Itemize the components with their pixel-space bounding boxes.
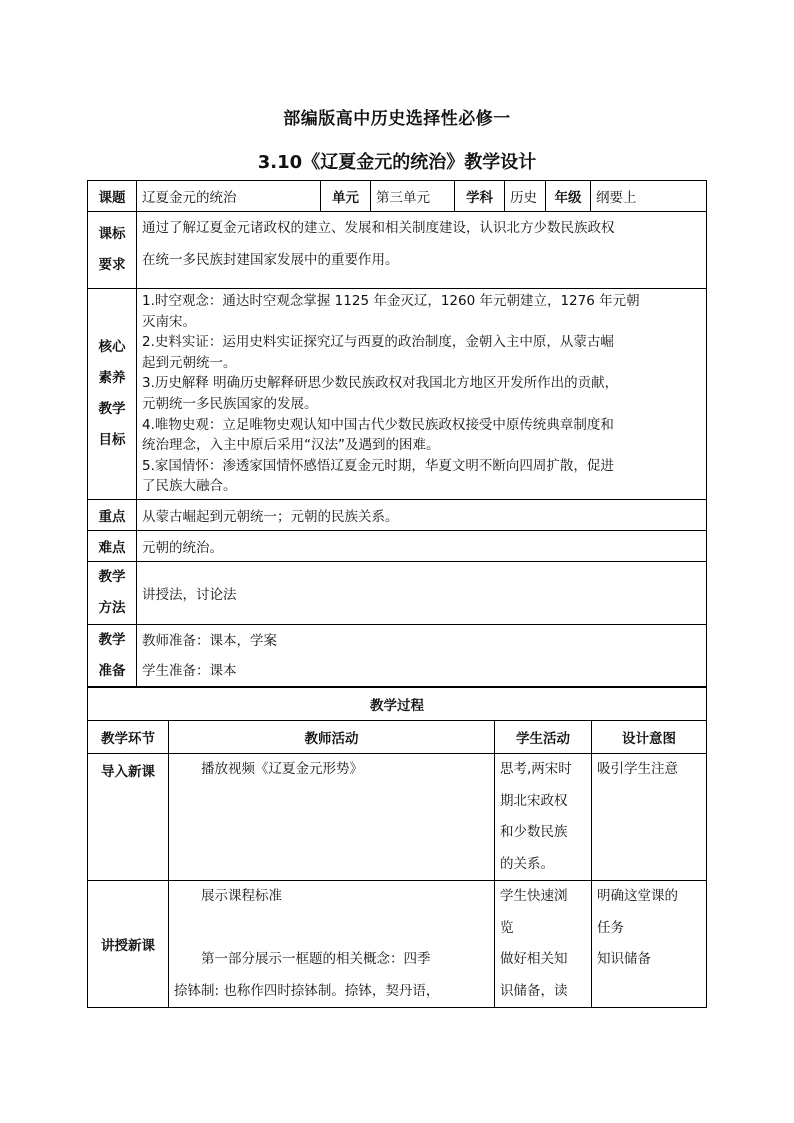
prep-teacher: 教师准备：课本，学案 [142,633,277,649]
difficult-point-value: 元朝的统治。 [137,531,707,562]
prep-row [88,625,707,688]
core-goal-line: 元朝统一多民族国家的发展。 [142,395,318,412]
standard-line: 通过了解辽夏金元诸政权的建立、发展和相关制度建设，认识北方少数民族政权 [142,220,615,236]
core-goal-line: 了民族大融合。 [142,478,237,495]
core-goal-line: 起到元朝统一。 [142,354,237,371]
process-row-lecture [88,881,707,1008]
method-label [88,562,137,625]
standard-line: 在统一多民族封建国家发展中的重要作用。 [142,252,399,268]
topic-row [88,181,707,212]
process-title: 教学过程 [88,687,707,721]
header-stage: 教学环节 [88,721,169,754]
prep-label [88,625,137,688]
grade-label: 年级 [546,181,591,212]
process-header-row [88,721,707,754]
difficult-point-row [88,531,707,562]
stage-lecture: 讲授新课 [88,881,169,1008]
process-row-intro [88,754,707,881]
standard-row [88,212,707,289]
document-title: 3.10《辽夏金元的统治》教学设计 [257,152,537,173]
core-goals-label [88,289,137,500]
teacher-line-blank [174,913,494,945]
subject-value: 历史 [505,181,546,212]
process-title-row [88,687,707,721]
student-line: 做好相关知 [500,951,568,967]
intent-intro [592,754,707,881]
unit-label: 单元 [321,181,371,212]
core-goal-line: 灭南宋。 [142,313,196,330]
unit-value: 第三单元 [371,181,455,212]
prep-label-line: 教学 [98,632,126,648]
topic-label: 课题 [88,181,137,212]
student-line: 思考,两宋时 [500,761,572,777]
teacher-activity-lecture [169,881,495,1008]
core-goals-label-line: 核心 [98,339,126,355]
student-line: 的关系。 [500,855,554,872]
standard-label-line: 要求 [98,257,126,273]
student-line: 期北宋政权 [500,792,568,809]
header-intent: 设计意图 [592,721,707,754]
teacher-line: 捺钵制: 也称作四时捺钵制。捺钵，契丹语， [174,982,440,999]
method-row [88,562,707,625]
core-goal-line: 统治理念，入主中原后采用“汉法”及遇到的困难。 [142,437,440,454]
difficult-point-label: 难点 [88,531,137,562]
teacher-line: 播放视频《辽夏金元形势》 [174,761,363,777]
topic-value: 辽夏金元的统治 [137,181,321,212]
core-goal-line: 4.唯物史观：立足唯物史观认知中国古代少数民族政权接受中原传统典章制度和 [142,416,614,433]
intent-lecture [592,881,707,1008]
teacher-line: 展示课程标准 [174,888,282,904]
standard-label [88,212,137,289]
grade-value: 纲要上 [591,181,707,212]
intent-line: 知识储备 [597,951,651,967]
method-label-line: 方法 [98,600,126,616]
standard-text [137,212,707,289]
method-label-line: 教学 [98,569,126,585]
core-goal-line: 2.史料实证：运用史料实证探究辽与西夏的政治制度，金朝入主中原，从蒙古崛 [142,334,614,351]
teacher-line: 第一部分展示一框题的相关概念：四季 [174,951,431,967]
header-student: 学生活动 [495,721,592,754]
method-value: 讲授法，讨论法 [137,562,707,625]
core-goals-label-line: 素养 [98,370,126,386]
intent-line: 明确这堂课的 [597,888,678,904]
core-goal-line: 1.时空观念：通达时空观念掌握 1125 年金灭辽，1260 年元朝建立，1276 年元朝 [142,293,640,309]
prep-value [137,625,707,688]
student-line: 识储备，读 [500,982,568,999]
student-line: 学生快速浏 [500,888,568,904]
intent-line: 任务 [597,919,624,936]
lesson-info-table [87,180,707,688]
stage-intro: 导入新课 [88,754,169,881]
prep-label-line: 准备 [98,663,126,679]
key-point-value: 从蒙古崛起到元朝统一；元朝的民族关系。 [137,500,707,531]
teacher-activity-intro [169,754,495,881]
student-line: 和少数民族 [500,824,568,840]
student-activity-lecture [495,881,592,1008]
header-teacher: 教师活动 [169,721,495,754]
prep-student: 学生准备：课本 [142,663,237,679]
standard-label-line: 课标 [98,226,126,242]
student-activity-intro [495,754,592,881]
core-goals-row [88,289,707,500]
intent-line: 吸引学生注意 [597,761,678,777]
document-subtitle: 部编版高中历史选择性必修一 [283,109,511,129]
core-goals-label-line: 目标 [98,432,126,448]
core-goals-label-line: 教学 [98,401,126,417]
core-goal-line: 5.家国情怀：渗透家国情怀感悟辽夏金元时期，华夏文明不断向四周扩散，促进 [142,457,614,474]
core-goals-text [137,289,707,500]
student-line: 览 [500,919,514,936]
teaching-process-table [87,686,707,1008]
key-point-row [88,500,707,531]
core-goal-line: 3.历史解释 明确历史解释研思少数民族政权对我国北方地区开发所作出的贡献， [142,375,619,392]
subject-label: 学科 [455,181,505,212]
key-point-label: 重点 [88,500,137,531]
